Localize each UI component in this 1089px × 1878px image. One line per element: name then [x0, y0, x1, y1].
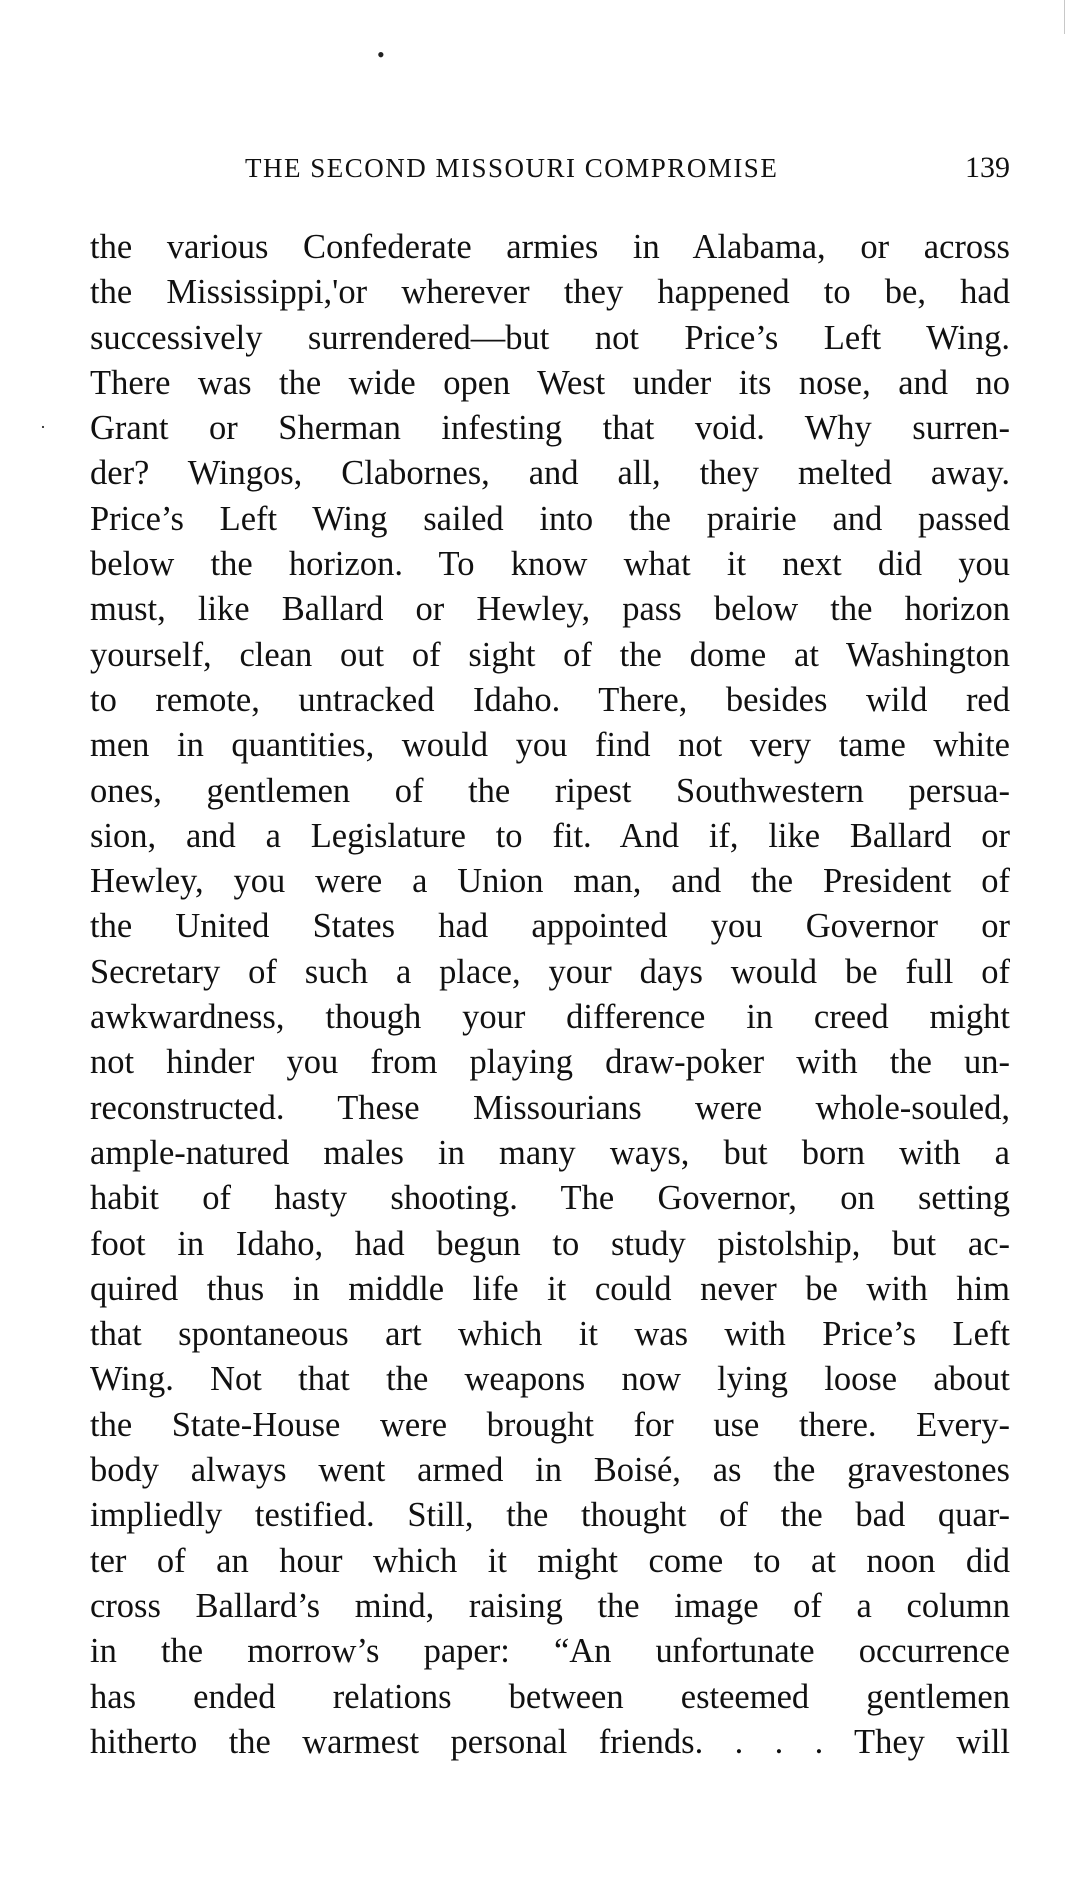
text-line: the State-House were brought for use there. Every-	[90, 1405, 1010, 1444]
page-number: 139	[965, 151, 1010, 184]
text-line: the various Confederate armies in Alabama, or across	[90, 228, 1010, 266]
text-line: Grant or Sherman infesting that void. Why surren-	[90, 409, 1010, 448]
text-line: in the morrow’s paper: “An unfortunate occurrence	[90, 1632, 1010, 1671]
text-line: hitherto the warmest personal friends. . . . They will	[90, 1722, 1010, 1761]
margin-speck: ·	[40, 417, 46, 437]
text-line: habit of hasty shooting. The Governor, on setting	[90, 1179, 1010, 1218]
text-line: Secretary of such a place, your days would be full of	[90, 952, 1010, 991]
text-line: ample-natured males in many ways, but born with a	[90, 1133, 1010, 1172]
text-line: ter of an hour which it might come to at noon did	[90, 1541, 1010, 1580]
text-line: body always went armed in Boisé, as the gravestones	[90, 1451, 1010, 1490]
text-line: must, like Ballard or Hewley, pass below the horizon	[90, 590, 1010, 629]
text-line: impliedly testified. Still, the thought of the bad quar-	[90, 1496, 1010, 1535]
text-line: below the horizon. To know what it next did you	[90, 545, 1010, 584]
text-line: awkwardness, though your difference in creed might	[90, 998, 1010, 1037]
text-line: sion, and a Legislature to fit. And if, like Ballard or	[90, 816, 1010, 855]
body-text	[90, 225, 1010, 1765]
text-line: men in quantities, would you find not very tame white	[90, 726, 1010, 765]
running-head	[90, 148, 1010, 188]
text-line: reconstructed. These Missourians were whole-souled,	[90, 1088, 1010, 1127]
scan-edge-mark	[1064, 0, 1065, 34]
text-line: There was the wide open West under its nose, and no	[90, 363, 1010, 402]
text-line: cross Ballard’s mind, raising the image of a column	[90, 1586, 1010, 1625]
running-title: THE SECOND MISSOURI COMPROMISE	[245, 153, 779, 183]
text-line: quired thus in middle life it could never be with him	[90, 1269, 1010, 1308]
text-line: not hinder you from playing draw-poker with the un-	[90, 1043, 1010, 1082]
text-line: the Mississippi,'or wherever they happened to be, had	[90, 273, 1010, 312]
text-line: Wing. Not that the weapons now lying loose about	[90, 1360, 1010, 1399]
text-line: to remote, untracked Idaho. There, besides wild red	[90, 680, 1010, 719]
text-line: ones, gentlemen of the ripest Southwestern persua-	[90, 771, 1010, 810]
text-line: has ended relations between esteemed gentlemen	[90, 1677, 1010, 1716]
text-line: successively surrendered—but not Price’s Left Wing.	[90, 318, 1010, 357]
text-line: Price’s Left Wing sailed into the prairie and passed	[90, 499, 1010, 538]
text-line: the United States had appointed you Governor or	[90, 907, 1010, 946]
text-line: der? Wingos, Clabornes, and all, they melted away.	[90, 454, 1010, 493]
ink-speck: •	[377, 42, 385, 67]
text-line: foot in Idaho, had begun to study pistolship, but ac-	[90, 1224, 1010, 1263]
text-line: Hewley, you were a Union man, and the President of	[90, 862, 1010, 901]
text-line: that spontaneous art which it was with Price’s Left	[90, 1315, 1010, 1354]
text-line: yourself, clean out of sight of the dome at Washington	[90, 635, 1010, 674]
